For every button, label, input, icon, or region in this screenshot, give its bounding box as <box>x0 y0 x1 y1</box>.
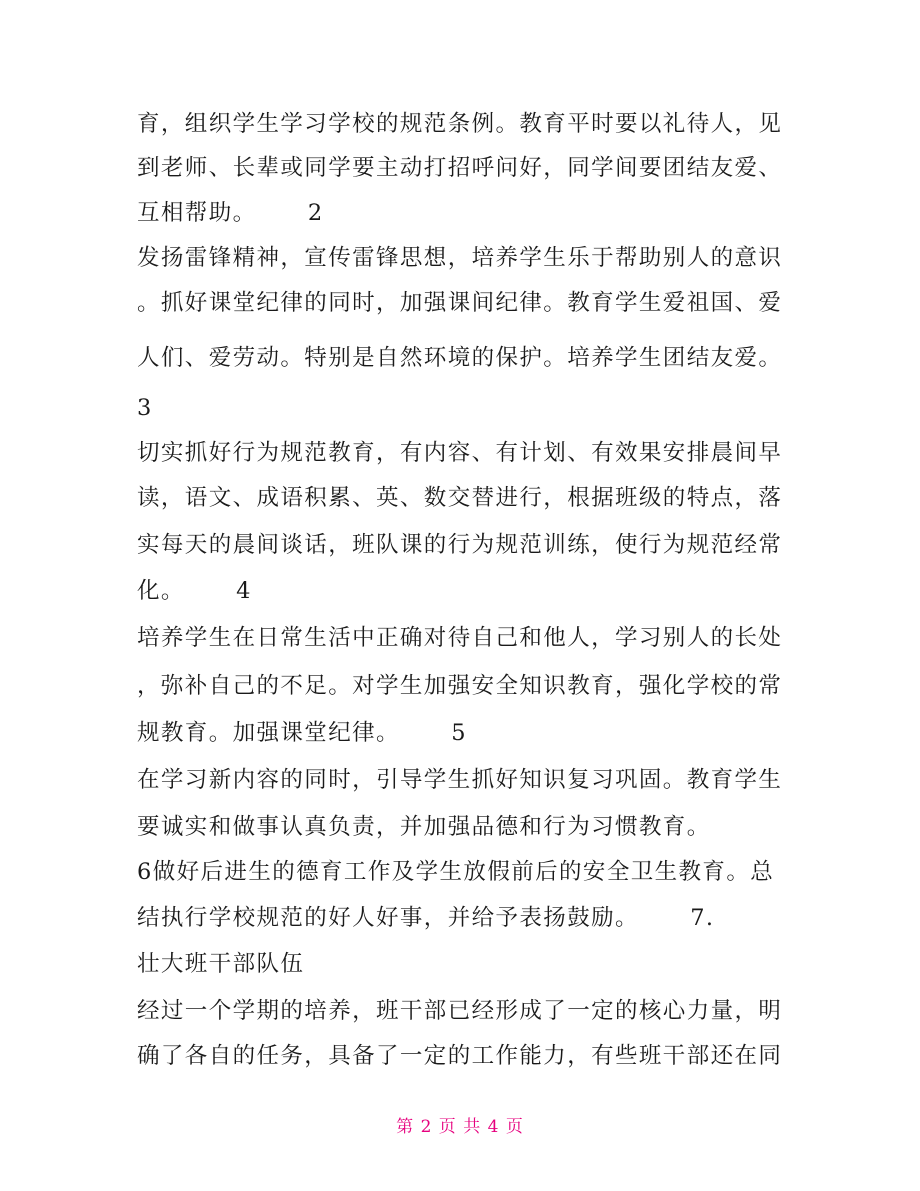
text-line: 培养学生在日常生活中正确对待自己和他人，学习别人的长处 <box>137 625 783 651</box>
text-line: 发扬雷锋精神，宣传雷锋思想，培养学生乐于帮助别人的意识 <box>137 245 783 271</box>
page-number-footer: 第 2 页 共 4 页 <box>396 1117 524 1137</box>
text-line: 实每天的晨间谈话，班队课的行为规范训练，使行为规范经常 <box>137 532 783 558</box>
text-line: 经过一个学期的培养，班干部已经形成了一定的核心力量，明 <box>137 998 783 1024</box>
text-line: 壮大班干部队伍 <box>137 951 305 977</box>
text-line: 6做好后进生的德育工作及学生放假前后的安全卫生教育。总 <box>137 859 775 885</box>
text-line: 规教育。加强课堂纪律。 5 <box>137 720 467 746</box>
text-line: 结执行学校规范的好人好事，并给予表扬鼓励。 7. <box>137 905 715 931</box>
text-line: 。抓好课堂纪律的同时，加强课间纪律。教育学生爱祖国、爱 <box>137 290 783 316</box>
text-line: 切实抓好行为规范教育，有内容、有计划、有效果安排晨间早 <box>137 440 783 466</box>
text-line: 要诚实和做事认真负责，并加强品德和行为习惯教育。 <box>137 814 711 840</box>
text-line: 确了各自的任务，具备了一定的工作能力，有些班干部还在同 <box>137 1043 783 1069</box>
text-line: 互相帮助。 2 <box>137 200 324 226</box>
text-line: ，弥补自己的不足。对学生加强安全知识教育，强化学校的常 <box>137 673 783 699</box>
text-line: 在学习新内容的同时，引导学生抓好知识复习巩固。教育学生 <box>137 767 783 793</box>
text-line: 人们、爱劳动。特别是自然环境的保护。培养学生团结友爱。 <box>137 345 783 371</box>
text-line: 到老师、长辈或同学要主动打招呼问好，同学间要团结友爱、 <box>137 155 783 181</box>
text-line: 3 <box>137 395 153 421</box>
text-line: 育，组织学生学习学校的规范条例。教育平时要以礼待人，见 <box>137 111 783 137</box>
text-line: 化。 4 <box>137 578 252 604</box>
text-line: 读，语文、成语积累、英、数交替进行，根据班级的特点，落 <box>137 485 783 511</box>
